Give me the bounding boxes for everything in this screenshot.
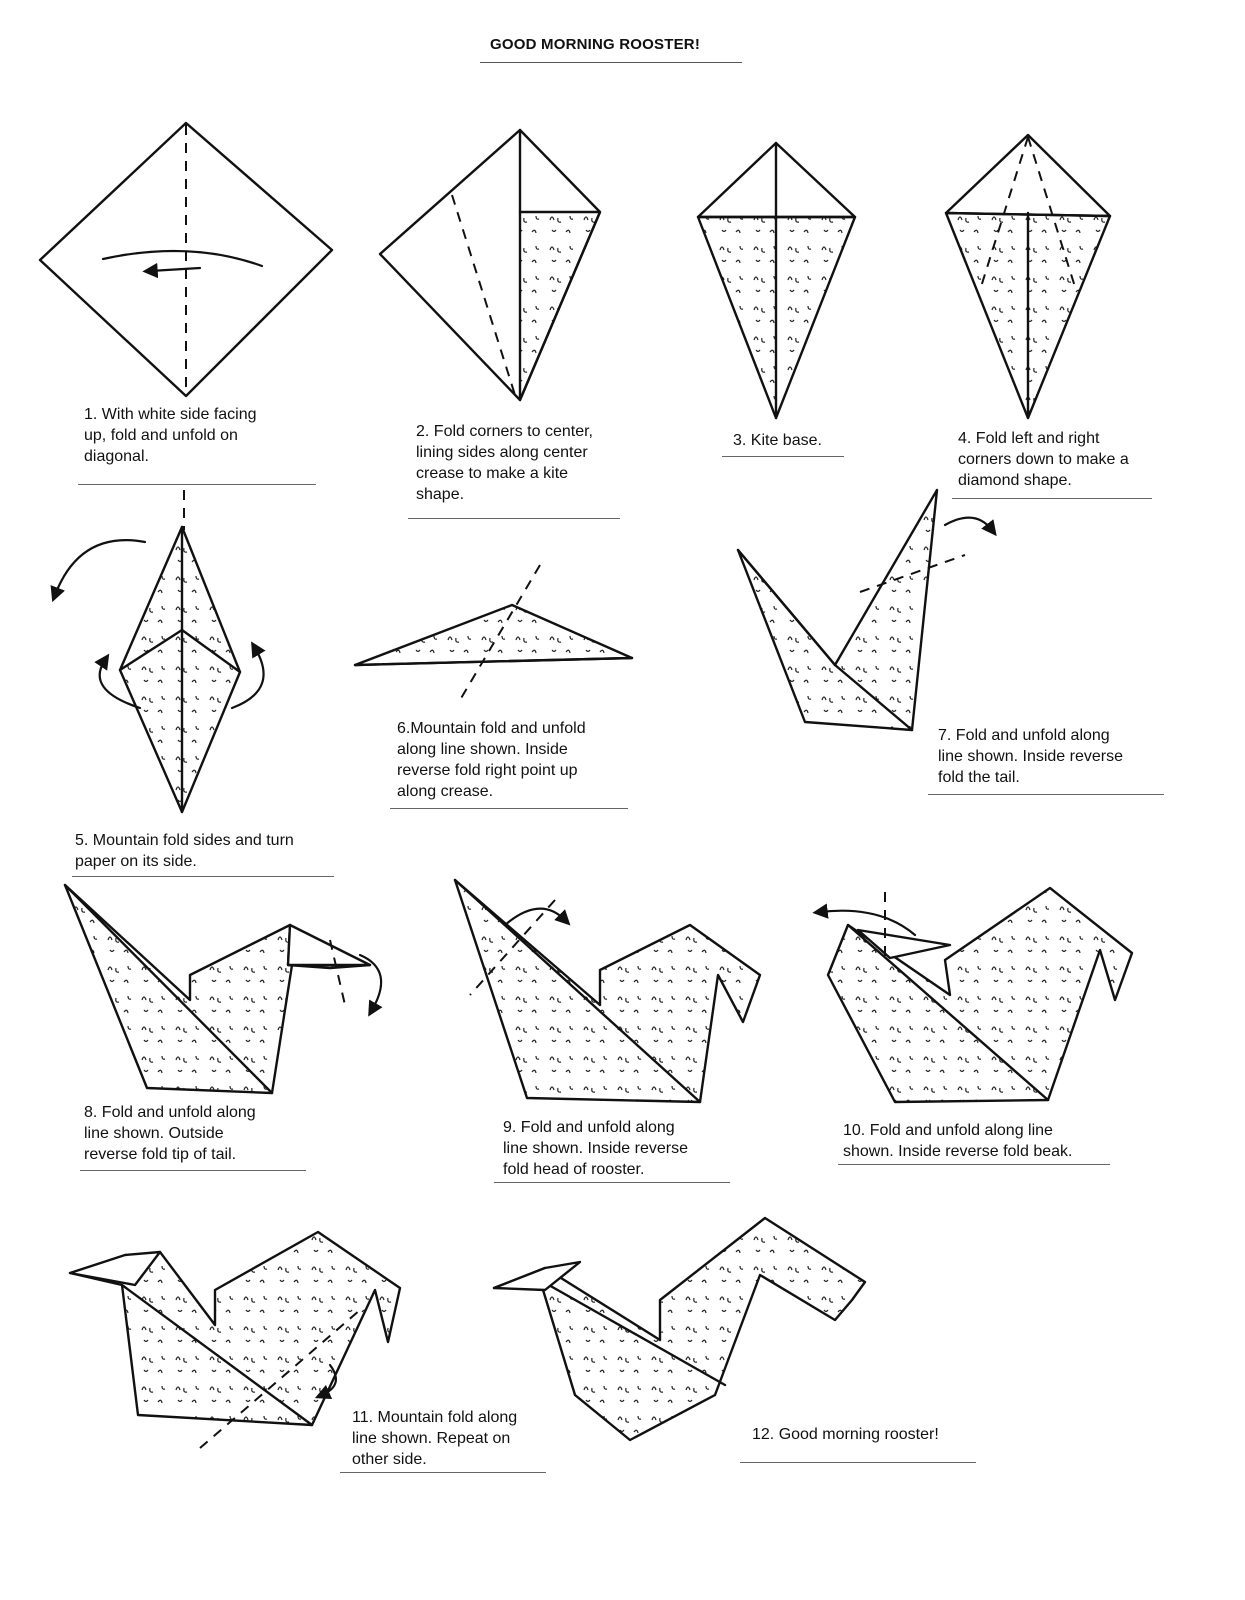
step-4-diagram: [946, 135, 1110, 418]
step-8-rule: [80, 1170, 306, 1171]
step-4-caption: 4. Fold left and right corners down to make a diamond shape.: [958, 430, 1129, 489]
step-2-caption: 2. Fold corners to center, lining sides along center crease to make a kite shape.: [416, 423, 593, 503]
step-7-diagram: [738, 490, 992, 730]
step-11-diagram: [70, 1232, 400, 1448]
step-1-caption: 1. With white side facing up, fold and unfold on diagonal.: [84, 406, 257, 465]
step-5-rule: [72, 876, 334, 877]
step-12-diagram: [494, 1218, 865, 1440]
step-12-rule: [740, 1462, 976, 1463]
step-10-caption: 10. Fold and unfold along line shown. Inside reverse fold beak.: [843, 1122, 1073, 1160]
step-11-rule: [340, 1472, 546, 1473]
step-4-rule: [952, 498, 1152, 499]
step-2-rule: [408, 518, 620, 519]
step-11-caption: 11. Mountain fold along line shown. Repeat on other side.: [352, 1409, 518, 1468]
step-9-caption: 9. Fold and unfold along line shown. Inside reverse fold head of rooster.: [503, 1119, 688, 1178]
step-3-rule: [722, 456, 844, 457]
step-10-rule: [838, 1164, 1110, 1165]
step-10-diagram: [820, 888, 1132, 1102]
title-underline: [480, 62, 742, 63]
page-title: GOOD MORNING ROOSTER!: [490, 36, 701, 53]
step-6-rule: [390, 808, 628, 809]
step-6-caption: 6.Mountain fold and unfold along line shown. Inside reverse fold right point up along crease.: [397, 720, 586, 800]
step-12-caption: 12. Good morning rooster!: [752, 1426, 939, 1443]
step-9-diagram: [455, 880, 760, 1102]
step-6-diagram: [355, 565, 632, 700]
step-3-diagram: [698, 143, 855, 418]
step-1-diagram: [40, 123, 332, 396]
step-9-rule: [494, 1182, 730, 1183]
step-3-caption: 3. Kite base.: [733, 432, 822, 449]
step-7-caption: 7. Fold and unfold along line shown. Inside reverse fold the tail.: [938, 727, 1123, 786]
step-8-diagram: [65, 885, 381, 1093]
step-8-caption: 8. Fold and unfold along line shown. Outside reverse fold tip of tail.: [84, 1104, 256, 1163]
step-5-caption: 5. Mountain fold sides and turn paper on its side.: [75, 832, 294, 870]
step-2-diagram: [380, 130, 600, 400]
step-5-diagram: [55, 490, 264, 812]
step-7-rule: [928, 794, 1164, 795]
step-1-rule: [78, 484, 316, 485]
